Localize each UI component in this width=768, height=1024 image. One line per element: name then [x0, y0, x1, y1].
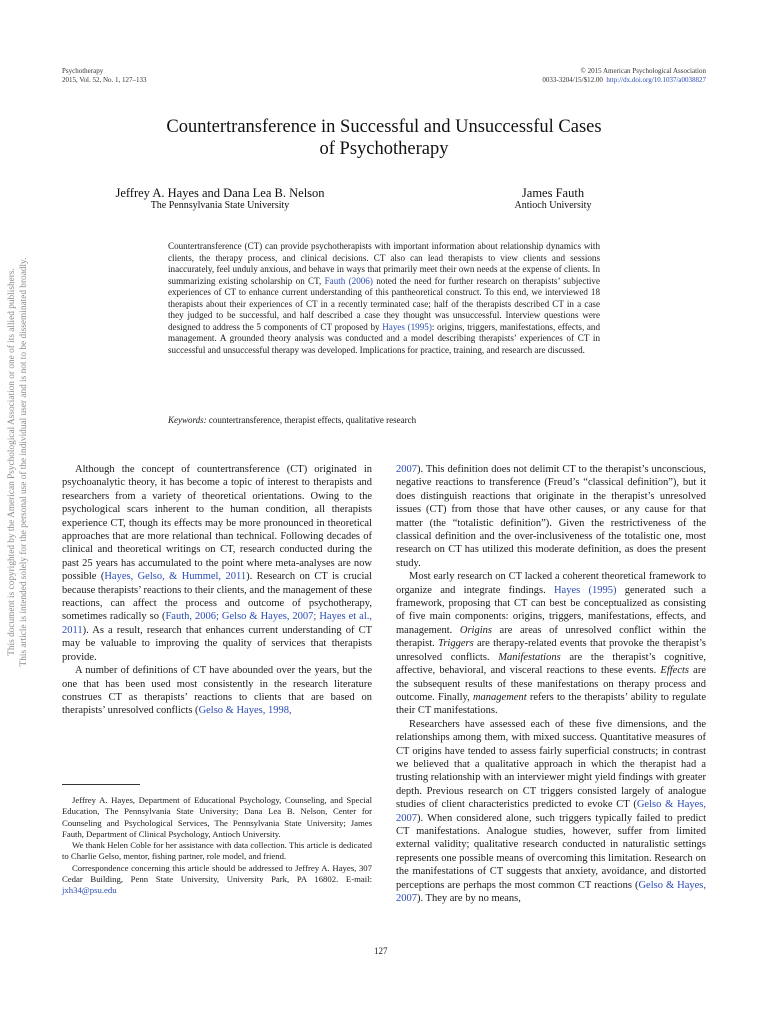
body-paragraph	[396, 718, 706, 906]
citation-link[interactable]: Gelso & Hayes, 2007	[396, 879, 706, 904]
body-text: are the therapist’s cognitive, affective, behavioral, and visceral reactions to these events.	[396, 651, 706, 677]
term-manifestations: Manifestations	[498, 651, 561, 663]
abstract-text-2: noted the need for further research on therapists’ subjective experiences of CT to enhance current understanding of this pantheoretical construct. To this end, we interviewed 18 therapists about their experiences of CT in a recently terminated case; half of the therapists described CT in a case they judged to be successful, and half described a case they thought was unsuccessful. Interview questions were designed to address the 5 components of CT proposed by	[168, 275, 600, 332]
body-text: are areas of unresolved conflict within the therapist.	[396, 624, 706, 650]
body-text: ). When considered alone, such triggers typically failed to predict CT manifestations. Analogue studies, however, suffer from limited external validity; qualitative research conducted in naturalistic settings represents one possible means of overcoming this limitation. Research on the manifestations of CT suggests that anxiety, avoidance, and distorted perceptions are perhaps the most common CT reactions (	[396, 812, 706, 891]
abstract-text-3: : origins, triggers, manifestations, effects, and management. A grounded theory analysis was conducted and a model describing therapists’ experiences of CT in successful and unsuccessful therapy was developed. Implications for practice, training, and research are discussed.	[168, 321, 600, 355]
issn-doi-line	[542, 76, 706, 85]
body-paragraph	[396, 463, 706, 570]
author-block-left	[92, 186, 348, 212]
running-header-left	[62, 67, 147, 84]
author-names-right: James Fauth	[521, 186, 585, 200]
author-block-right	[488, 186, 618, 212]
term-triggers: Triggers	[438, 638, 474, 650]
body-text: are therapy-related events that provoke the therapist’s unresolved conflicts.	[396, 638, 707, 663]
email-link[interactable]: jxh34@psu.edu	[62, 885, 117, 896]
body-text: are the subsequent results of these manifestations on therapy process and outcome. Finally,	[396, 665, 706, 703]
citation-link[interactable]: Fauth, 2006; Gelso & Hayes, 2007; Hayes et al., 2011	[62, 611, 372, 636]
title-line-2: of Psychotherapy	[319, 139, 449, 159]
side-notice-line-1: This document is copyrighted by the American Psychological Association or one of its allied publishers.	[7, 268, 17, 656]
body-text: Most early research on CT lacked a coherent theoretical framework to organize and integrate findings.	[396, 571, 706, 596]
body-text: A number of definitions of CT have abounded over the years, but the one that has been used most consistently in the research literature construes CT as therapists’ reactions to clients that are based on therapists’ unresolved conflicts (	[62, 665, 372, 717]
body-text: ). As a result, research that enhances current understanding of CT may be valuable to improving the quality of services that therapists provide.	[62, 624, 372, 663]
footnotes	[62, 795, 372, 897]
body-text: generated such a framework, proposing that CT can best be conceptualized as consisting of five main components: origins, triggers, manifestations, effects, and management.	[396, 584, 707, 636]
keywords-label: Keywords:	[168, 415, 207, 425]
author-names-left: Jeffrey A. Hayes and Dana Lea B. Nelson	[115, 186, 325, 200]
body-left-column	[62, 463, 372, 718]
body-text: Although the concept of countertransference (CT) originated in psychoanalytic theory, it has become a topic of interest to therapists and researchers from a variety of theoretical orientations. Owing to the psychological scars inherent to the human condition, all therapists experience CT, though its effects may be more pronounced in theoretical approaches that are more relational than technical. Following decades of clinical and theoretical writings on CT, research conducted during the past 25 years has accumulated to the point where meta-analyses are now possible (	[62, 464, 372, 583]
body-right-column	[396, 463, 706, 905]
footnote-text: Correspondence concerning this article should be addressed to Jeffrey A. Hayes, 307 Cedar Building, Penn State University, University Park, PA 16802. E-mail:	[62, 862, 372, 885]
copyright-side-notice	[6, 142, 30, 782]
citation-link[interactable]: Hayes (1995)	[382, 321, 432, 332]
abstract-text-1: Countertransference (CT) can provide psychotherapists with important information about relationship dynamics with clients, the therapy process, and clinical decisions. CT also can lead therapists to view clients and sessions inaccurately, feel unduly anxious, and behave in ways that primarily meet their own needs at the expense of clients. In summarizing existing scholarship on CT,	[168, 241, 600, 286]
running-header-right	[542, 67, 706, 84]
body-text: ). They are by no means,	[417, 893, 521, 904]
term-management: management	[472, 691, 527, 703]
body-paragraph	[62, 664, 372, 718]
body-text: refers to the therapists’ ability to regulate their CT manifestations.	[396, 691, 706, 717]
doi-link[interactable]: http://dx.doi.org/10.1037/a0038827	[606, 75, 706, 84]
page-number: 127	[374, 946, 388, 956]
author-affiliation-right: Antioch University	[514, 200, 592, 211]
term-effects: Effects	[660, 665, 689, 677]
body-paragraph	[62, 463, 372, 664]
citation-link[interactable]: Gelso & Hayes, 2007	[396, 799, 707, 824]
citation-link[interactable]: Hayes (1995)	[553, 584, 617, 596]
body-text: ). This definition does not delimit CT to the therapist’s unconscious, negative reactions to transference (Freud’s “classical definition”), but it does distinguish reactions that originate in the therapist’s unresolved issues (CT) from those that have other causes, or any cause for that matter (the “totalistic definition”). Given the restrictiveness of the classical definition and the over-inclusiveness of the totalistic one, most research on CT has utilized this moderate definition, as does the present study.	[396, 464, 706, 569]
footnote-rule	[62, 784, 140, 785]
footnote-acknowledgment: We thank Helen Coble for her assistance with data collection. This article is dedicated to Charlie Gelso, mentor, fishing partner, role model, and friend.	[62, 840, 372, 862]
issn: 0033-3204/15/$12.00	[542, 75, 603, 84]
copyright-line: © 2015 American Psychological Association	[580, 67, 706, 75]
term-origins: Origins	[459, 624, 492, 636]
footnote-affiliations: Jeffrey A. Hayes, Department of Educational Psychology, Counseling, and Special Education, The Pennsylvania State University; Dana Lea B. Nelson, Center for Counseling and Psychological Services, The Pennsylvania State University; James Fauth, Department of Clinical Psychology, Antioch University.	[62, 795, 372, 839]
journal-name: Psychotherapy	[62, 67, 104, 75]
article-title	[80, 116, 688, 160]
title-line-1: Countertransference in Successful and Unsuccessful Cases	[166, 117, 602, 137]
abstract	[168, 241, 600, 356]
side-notice-line-2: This article is intended solely for the personal use of the individual user and is not to be disseminated broadly.	[19, 257, 29, 667]
citation-link[interactable]: Fauth (2006)	[324, 275, 373, 286]
citation-link[interactable]: Gelso & Hayes, 1998,	[198, 705, 292, 717]
keywords-text: countertransference, therapist effects, qualitative research	[206, 415, 417, 425]
citation-link[interactable]: Hayes, Gelso, & Hummel, 2011	[104, 571, 247, 583]
body-paragraph	[396, 570, 706, 717]
keywords	[168, 415, 416, 426]
citation-link[interactable]: 2007	[396, 464, 417, 475]
author-affiliation-left: The Pennsylvania State University	[150, 200, 290, 211]
journal-volume: 2015, Vol. 52, No. 1, 127–133	[62, 75, 147, 84]
body-text: Researchers have assessed each of these five dimensions, and the relationships among them, with mixed success. Quantitative measures of CT origins have tended to assess fairly superficial constructs; in contrast we believed that a qualitative approach in which the therapist had a trusting relationship with an interviewer might yield findings with greater depth. Previous research on CT triggers consisted largely of analogue studies of client characteristics predicted to evoke CT (	[396, 718, 706, 811]
footnote-correspondence	[62, 863, 372, 897]
body-text: ). Research on CT is crucial because therapists’ reactions to their clients, and the management of these reactions, can affect the process and outcome of psychotherapy, sometimes radically so (	[62, 571, 372, 623]
